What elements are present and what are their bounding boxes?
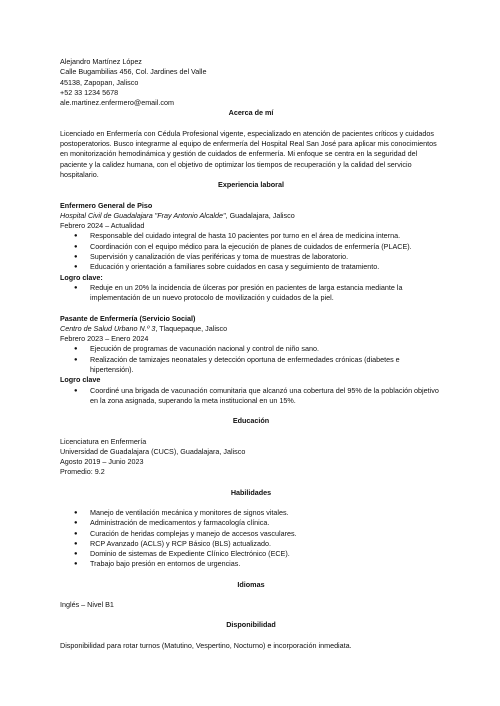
contact-email: ale.martinez.enfermero@email.com (60, 98, 174, 108)
skills-list (60, 508, 442, 570)
list-item: ● Educación y orientación a familiares sobre cuidados en casa y seguimiento de tratamiento. (60, 262, 442, 272)
job-employer: Centro de Salud Urbano N.º 3 (60, 323, 156, 333)
job-title: Enfermero General de Piso (60, 200, 153, 210)
job-dates: Febrero 2023 – Enero 2024 (60, 334, 149, 344)
contact-name: Alejandro Martínez López (60, 57, 142, 66)
job-organization (60, 324, 442, 334)
education-gpa: Promedio: 9.2 (60, 467, 105, 477)
list-item: ● Supervisión y canalización de vías periféricas y toma de muestras de laboratorio. (60, 252, 442, 262)
list-item: ● Ejecución de programas de vacunación nacional y control de niño sano. (60, 344, 442, 354)
education-heading: Educación (232, 416, 270, 426)
achievement-label: Logro clave (60, 375, 101, 385)
achievements-list (60, 386, 442, 407)
languages-text: Inglés – Nivel B1 (60, 600, 114, 610)
skills-heading: Habilidades (230, 487, 272, 497)
list-item: ● Curación de heridas complejas y manejo de accesos vasculares. (60, 529, 442, 539)
job-location: , Tlaquepaque, Jalisco (155, 323, 228, 333)
resume-page (60, 57, 442, 651)
contact-city: 45138, Zapopan, Jalisco (60, 77, 139, 87)
list-item: ● Realización de tamizajes neonatales y detección oportuna de enfermedades crónicas (diabetes e hipertensión). (60, 355, 442, 376)
list-item: ● Manejo de ventilación mecánica y monitores de signos vitales. (60, 508, 442, 518)
list-item: ● Coordinación con el equipo médico para la ejecución de planes de cuidados de enfermería (PLACE). (60, 242, 442, 252)
contact-block (60, 57, 442, 108)
list-item: ● Dominio de sistemas de Expediente Clínico Electrónico (ECE). (60, 549, 442, 559)
job-duties-list (60, 344, 442, 375)
achievements-list (60, 283, 442, 304)
job-employer: Hospital Civil de Guadalajara "Fray Antonio Alcalde" (60, 210, 226, 220)
education-degree: Licenciatura en Enfermería (60, 436, 147, 446)
list-item: ● Reduje en un 20% la incidencia de úlceras por presión en pacientes de larga estancia mediante la implementación de un nuevo protocolo de movilización y cuidados de la piel. (60, 283, 442, 304)
list-item: ● Responsable del cuidado integral de hasta 10 pacientes por turno en el área de medicina interna. (60, 231, 442, 241)
list-item: ● Administración de medicamentos y farmacología clínica. (60, 518, 442, 528)
education-dates: Agosto 2019 – Junio 2023 (60, 457, 144, 467)
about-text: Licenciado en Enfermería con Cédula Profesional vigente, especializado en atención de pacientes críticos y cuidados postoperatorios. Busco integrarme al equipo de enfermería del Hospital Real San José para aplicar mis conocimientos en monitorización hemodinámica y gestión de cuidados de enfermería. Mi enfoque se centra en la seguridad del paciente y la calidez humana, con el objetivo de optimizar los tiempos de recuperación y la calidad del servicio hospitalario. (60, 128, 437, 179)
job-location: , Guadalajara, Jalisco (225, 210, 295, 220)
contact-phone: +52 33 1234 5678 (60, 87, 119, 97)
availability-text: Disponibilidad para rotar turnos (Matutino, Vespertino, Nocturno) e incorporación inmediata. (60, 640, 352, 650)
job-duties-list (60, 231, 442, 272)
languages-heading: Idiomas (237, 579, 265, 589)
job-entry (60, 314, 442, 407)
list-item: ● Trabajo bajo presión en entornos de urgencias. (60, 559, 442, 569)
list-item: ● RCP Avanzado (ACLS) y RCP Básico (BLS) actualizado. (60, 539, 442, 549)
education-school: Universidad de Guadalajara (CUCS), Guadalajara, Jalisco (60, 446, 246, 456)
experience-heading: Experiencia laboral (218, 180, 284, 190)
about-heading: Acerca de mí (228, 108, 274, 118)
job-entry (60, 201, 442, 304)
list-item: ● Coordiné una brigada de vacunación comunitaria que alcanzó una cobertura del 95% de la población objetivo en la zona asignada, superando la meta institucional en un 15%. (60, 386, 442, 407)
job-dates: Febrero 2024 – Actualidad (60, 221, 145, 231)
education-block (60, 437, 442, 478)
contact-address: Calle Bugambilias 456, Col. Jardines del Valle (60, 67, 207, 77)
job-title: Pasante de Enfermería (Servicio Social) (60, 313, 196, 323)
availability-heading: Disponibilidad (226, 620, 276, 630)
job-organization (60, 211, 442, 221)
achievement-label: Logro clave: (60, 272, 103, 282)
